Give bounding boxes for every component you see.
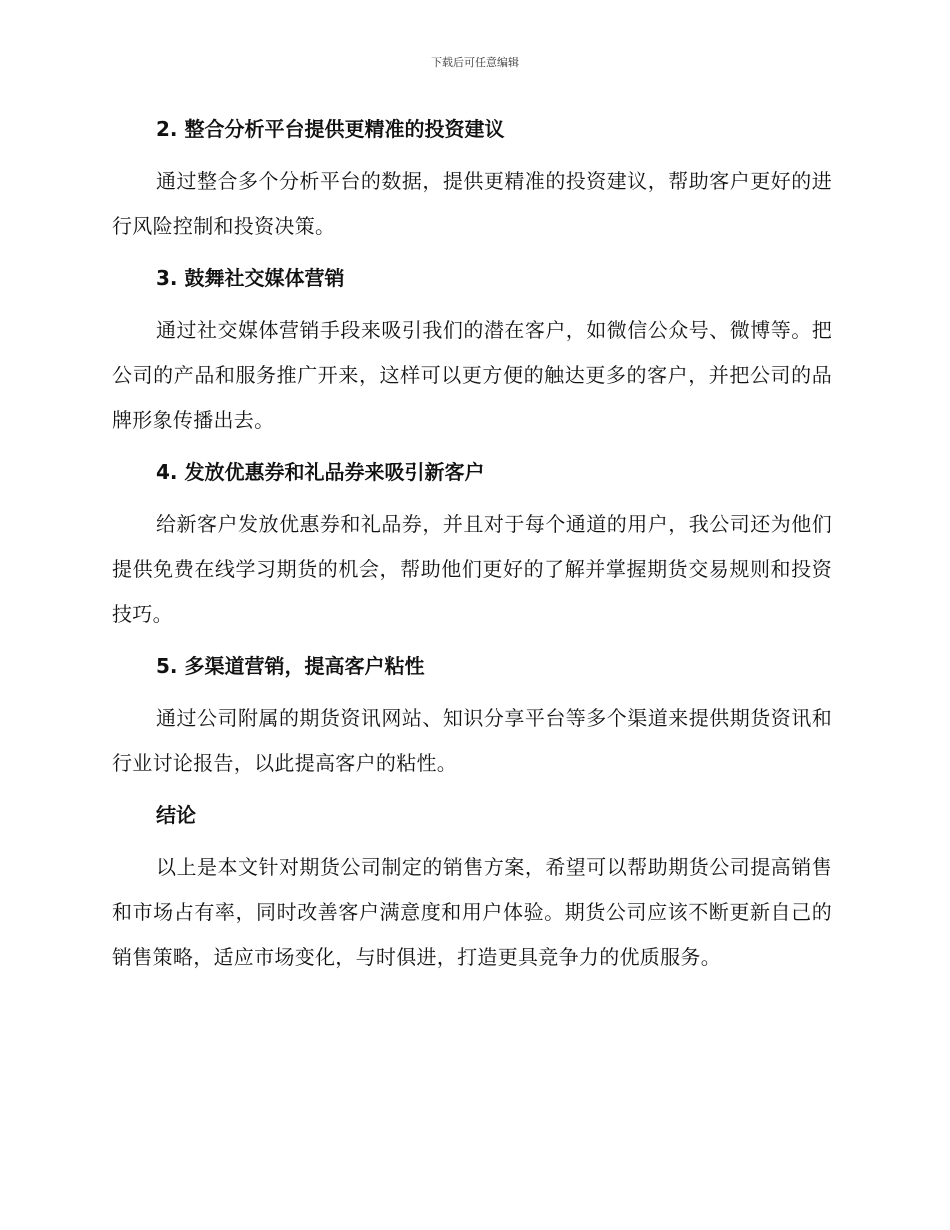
section-heading-5: 5. 多渠道营销，提高客户粘性 [156,654,425,678]
section-paragraph-2: 通过整合多个分析平台的数据，提供更精准的投资建议，帮助客户更好的进行风险控制和投资决策。 [112,169,832,238]
conclusion-heading: 结论 [156,803,196,827]
section-heading-2: 2. 整合分析平台提供更精准的投资建议 [156,117,505,141]
section-paragraph-3: 通过社交媒体营销手段来吸引我们的潜在客户，如微信公众号、微博等。把公司的产品和服务推广开来，这样可以更方便的触达更多的客户，并把公司的品牌形象传播出去。 [112,318,832,432]
section-heading-4: 4. 发放优惠券和礼品券来吸引新客户 [156,460,485,484]
section-heading-3: 3. 鼓舞社交媒体营销 [156,266,345,290]
conclusion-paragraph: 以上是本文针对期货公司制定的销售方案，希望可以帮助期货公司提高销售和市场占有率，同时改善客户满意度和用户体验。期货公司应该不断更新自己的销售策略，适应市场变化，与时俱进，打造更具竞争力的优质服务。 [112,855,832,969]
section-paragraph-5: 通过公司附属的期货资讯网站、知识分享平台等多个渠道来提供期货资讯和行业讨论报告，以此提高客户的粘性。 [112,706,832,775]
document-body [112,112,832,992]
section-paragraph-4: 给新客户发放优惠券和礼品券，并且对于每个通道的用户，我公司还为他们提供免费在线学习期货的机会，帮助他们更好的了解并掌握期货交易规则和投资技巧。 [112,512,832,626]
page-header: 下载后可任意编辑 [431,56,519,69]
